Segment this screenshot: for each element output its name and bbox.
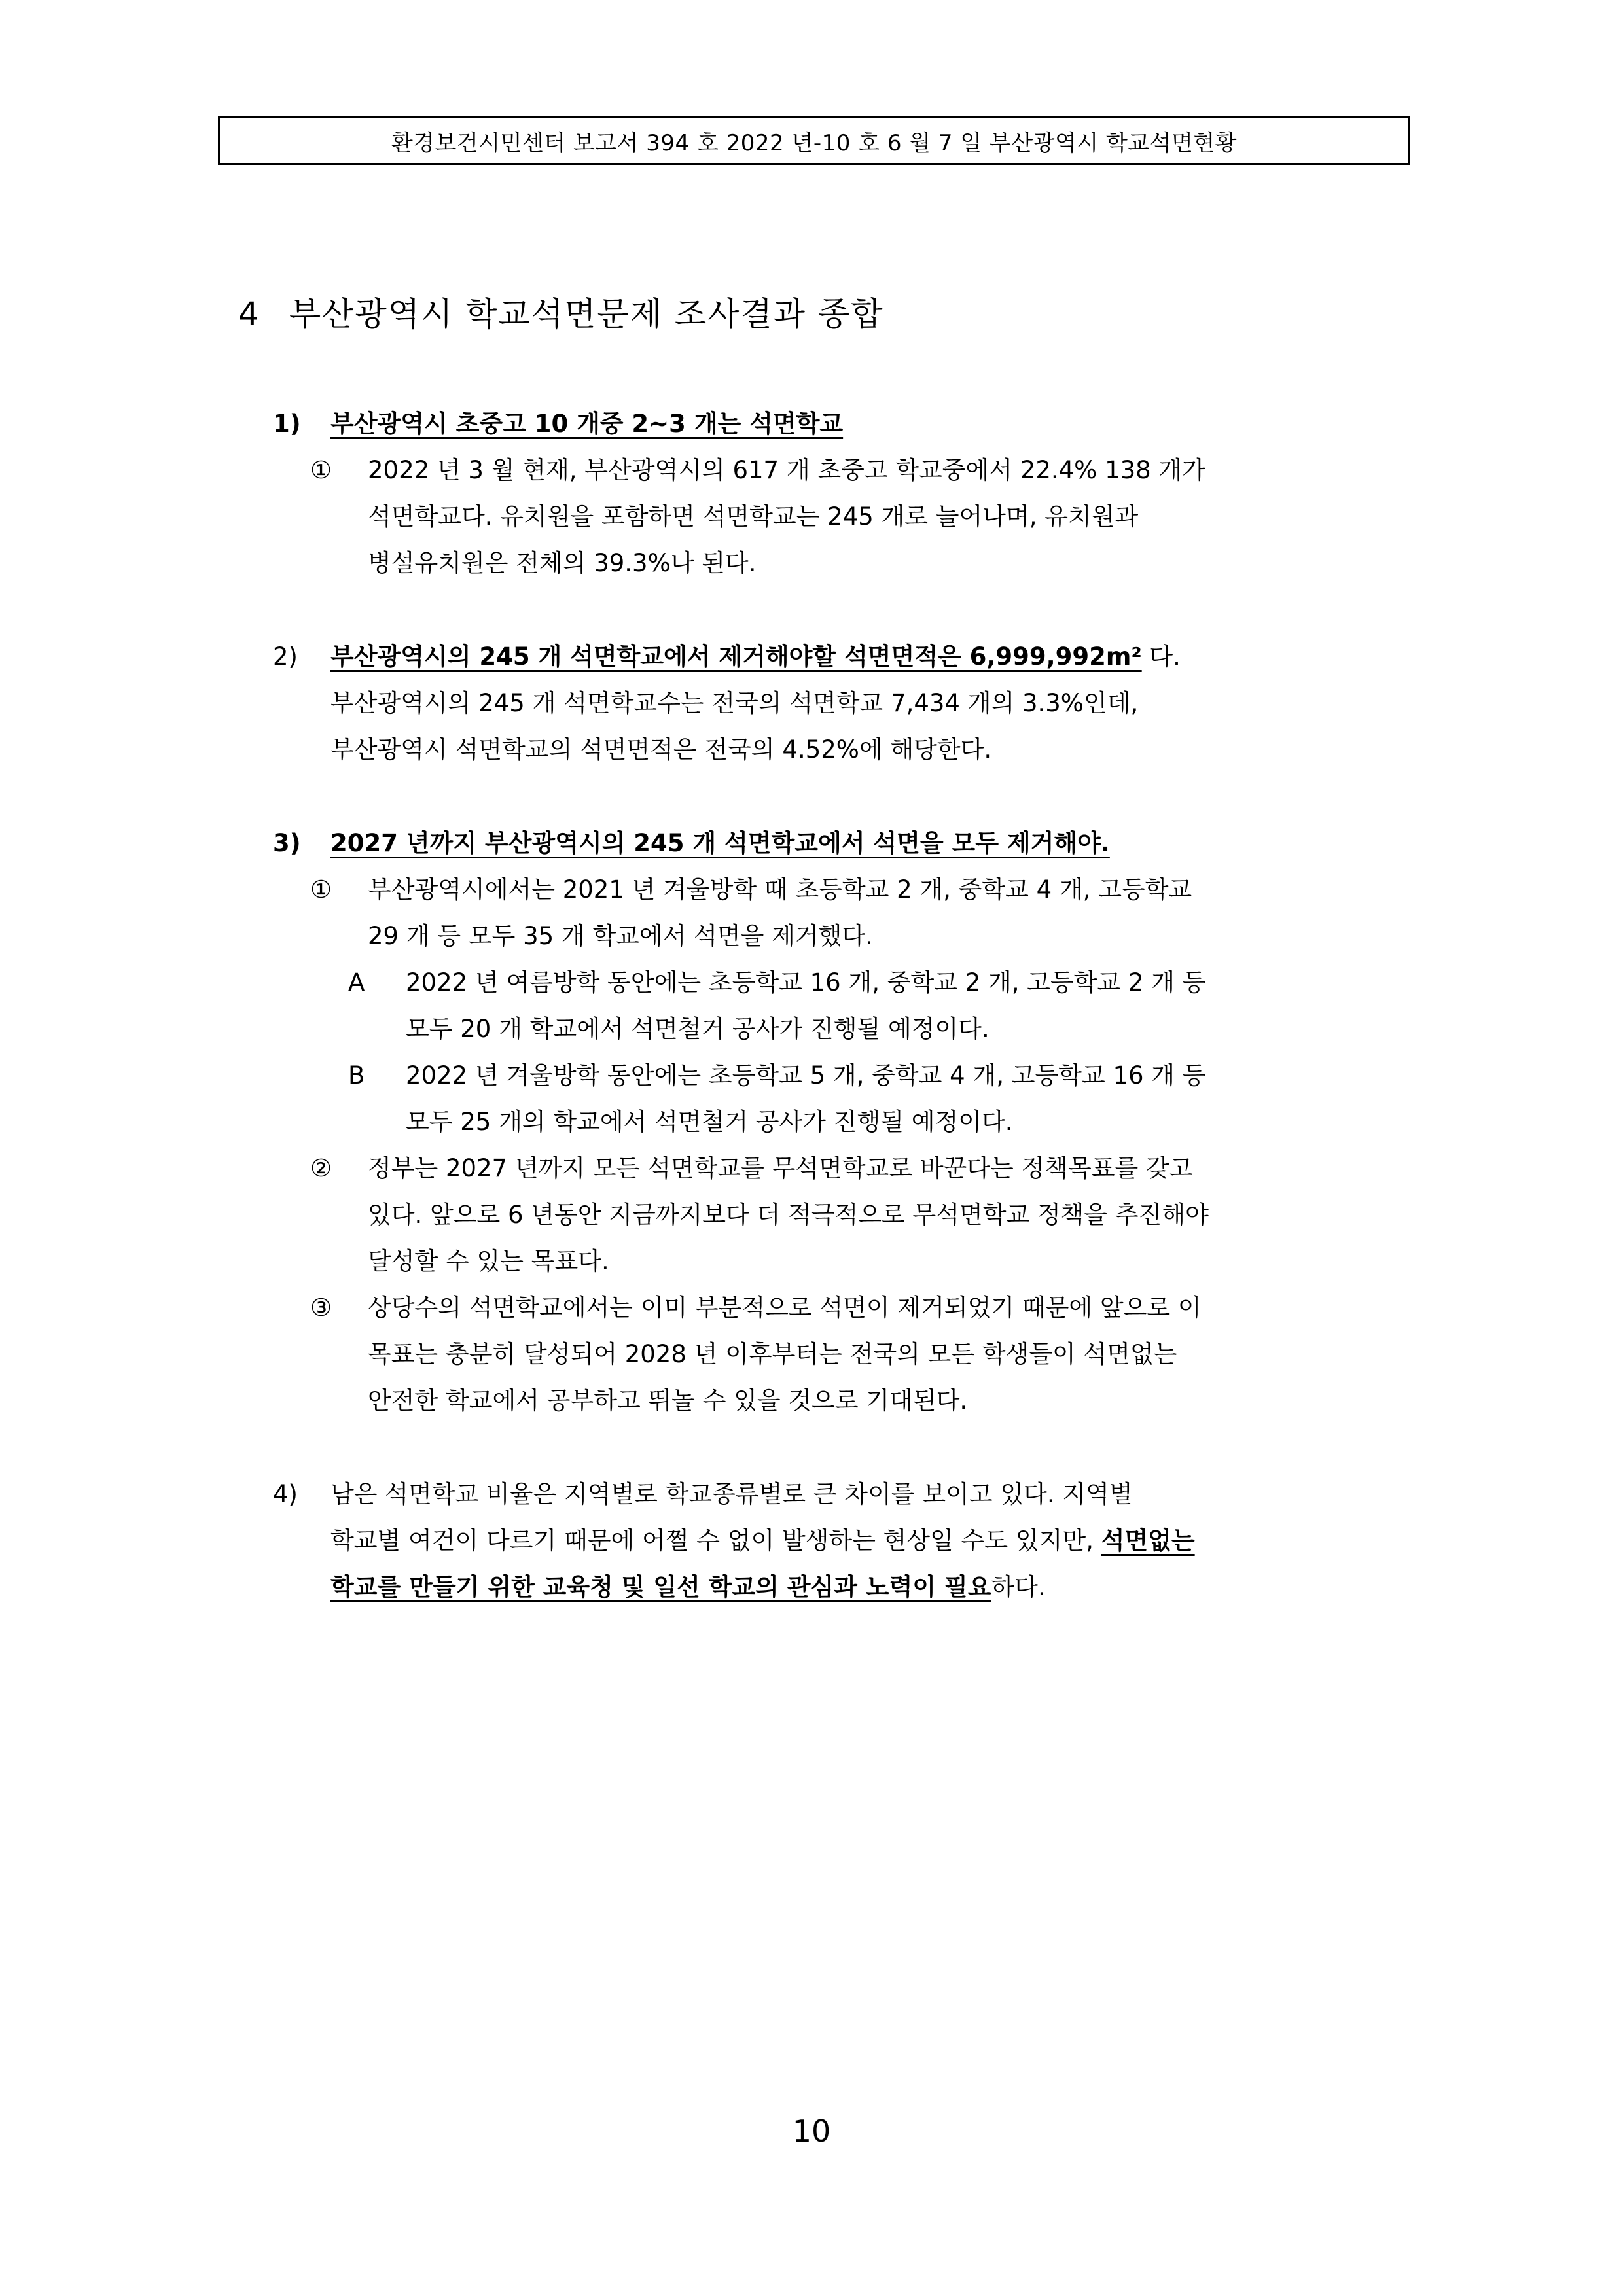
item-3-sub-2-line-2: 있다. 앞으로 6 년동안 지금까지보다 더 적극적으로 무석면학교 정책을 추진해야 <box>368 1201 1209 1229</box>
item-4-line-3 <box>330 1564 1046 1611</box>
item-3-sub-2-marker: ② <box>310 1154 332 1182</box>
report-header-text: 환경보건시민센터 보고서 394 호 2022 년-10 호 6 월 7 일 부산광역시 학교석면현황 <box>391 130 1238 156</box>
item-2-number: 2) <box>273 643 298 671</box>
item-3-sub-b-line-2: 모두 25 개의 학교에서 석면철거 공사가 진행될 예정이다. <box>406 1108 1013 1136</box>
item-1-sub-1-marker: ① <box>310 456 332 484</box>
item-2-heading-tail: 다. <box>1141 643 1181 671</box>
item-1-sub-1-line-1: 2022 년 3 월 현재, 부산광역시의 617 개 초중고 학교중에서 22.4% 138 개가 <box>368 456 1205 484</box>
item-4-line-2 <box>330 1517 1195 1564</box>
item-1-number: 1) <box>273 410 301 438</box>
item-3-sub-3-line-3: 안전한 학교에서 공부하고 뛰놀 수 있을 것으로 기대된다. <box>368 1386 968 1415</box>
section-title-text: 부산광역시 학교석면문제 조사결과 종합 <box>289 295 884 333</box>
item-2-line-1: 부산광역시의 245 개 석면학교수는 전국의 석면학교 7,434 개의 3.3%인데, <box>330 689 1139 717</box>
item-1-sub-1-line-2: 석면학교다. 유치원을 포함하면 석면학교는 245 개로 늘어나며, 유치원과 <box>368 503 1139 531</box>
item-3-sub-1-line-1: 부산광역시에서는 2021 년 겨울방학 때 초등학교 2 개, 중학교 4 개, 고등학교 <box>368 875 1192 904</box>
section-number: 4 <box>238 295 260 333</box>
item-3-sub-b-line-1: 2022 년 겨울방학 동안에는 초등학교 5 개, 중학교 4 개, 고등학교 16 개 등 <box>406 1061 1206 1089</box>
item-3-sub-2-line-1: 정부는 2027 년까지 모든 석면학교를 무석면학교로 바꾼다는 정책목표를 갖고 <box>368 1154 1193 1182</box>
item-3-sub-3-marker: ③ <box>310 1294 332 1322</box>
item-3-sub-3-line-2: 목표는 충분히 달성되어 2028 년 이후부터는 전국의 모든 학생들이 석면없는 <box>368 1340 1177 1368</box>
item-3-sub-3-line-1: 상당수의 석면학교에서는 이미 부분적으로 석면이 제거되었기 때문에 앞으로 이 <box>368 1294 1202 1322</box>
item-3-sub-2-line-3: 달성할 수 있는 목표다. <box>368 1247 609 1275</box>
item-1-heading: 부산광역시 초중고 10 개중 2~3 개는 석면학교 <box>330 410 844 438</box>
item-4-line-2-emphasis: 석면없는 <box>1101 1527 1195 1555</box>
item-3-sub-1-marker: ① <box>310 875 332 904</box>
item-4-line-2-text: 학교별 여건이 다르기 때문에 어쩔 수 없이 발생하는 현상일 수도 있지만, <box>330 1527 1101 1555</box>
item-2-heading: 부산광역시의 245 개 석면학교에서 제거해야할 석면면적은 6,999,992m² <box>330 643 1142 671</box>
item-3-sub-1-line-2: 29 개 등 모두 35 개 학교에서 석면을 제거했다. <box>368 922 873 950</box>
item-2-heading-row <box>330 633 1181 680</box>
report-header <box>218 116 1410 165</box>
item-4-line-1: 남은 석면학교 비율은 지역별로 학교종류별로 큰 차이를 보이고 있다. 지역별 <box>330 1480 1133 1508</box>
item-3-sub-a-line-2: 모두 20 개 학교에서 석면철거 공사가 진행될 예정이다. <box>406 1015 990 1043</box>
item-4-line-3-emphasis: 학교를 만들기 위한 교육청 및 일선 학교의 관심과 노력이 필요 <box>330 1573 991 1601</box>
item-3-heading: 2027 년까지 부산광역시의 245 개 석면학교에서 석면을 모두 제거해야. <box>330 829 1110 857</box>
item-1-sub-1-line-3: 병설유치원은 전체의 39.3%나 된다. <box>368 549 757 577</box>
item-3-sub-a-line-1: 2022 년 여름방학 동안에는 초등학교 16 개, 중학교 2 개, 고등학교 2 개 등 <box>406 968 1206 997</box>
item-2-line-2: 부산광역시 석면학교의 석면면적은 전국의 4.52%에 해당한다. <box>330 735 992 764</box>
item-3-sub-b-marker: B <box>348 1061 365 1089</box>
page-number: 10 <box>792 2113 831 2149</box>
section-title <box>238 288 884 335</box>
item-4-line-3-tail: 하다. <box>991 1573 1046 1601</box>
item-3-number: 3) <box>273 829 301 857</box>
item-4-number: 4) <box>273 1480 298 1508</box>
item-3-sub-a-marker: A <box>348 968 365 997</box>
